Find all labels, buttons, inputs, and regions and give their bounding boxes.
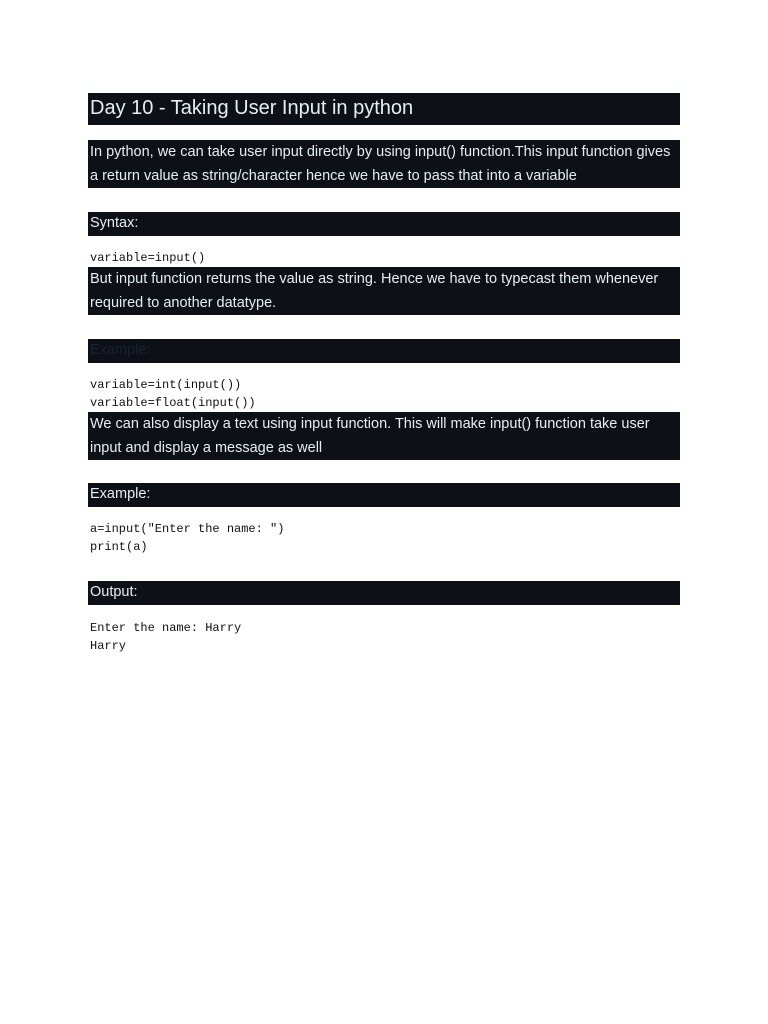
code-line: variable=int(input())	[90, 378, 242, 392]
example-code-block-2	[88, 520, 680, 556]
output-code-block	[88, 619, 680, 655]
document-page	[88, 93, 680, 655]
example-heading-2: Example:	[88, 483, 680, 507]
display-paragraph: We can also display a text using input function. This will make input() function take user input and display a message as well	[88, 412, 680, 460]
code-line: print(a)	[90, 540, 148, 554]
syntax-code-block	[88, 249, 680, 267]
code-line: Harry	[90, 639, 127, 653]
code-line: variable=input()	[90, 251, 206, 265]
example-heading-1: Example:	[88, 339, 680, 363]
page-title: Day 10 - Taking User Input in python	[88, 93, 680, 125]
typecast-paragraph: But input function returns the value as string. Hence we have to typecast them whenever required to another datatype.	[88, 267, 680, 315]
code-line: Enter the name: Harry	[90, 621, 242, 635]
code-line: variable=float(input())	[90, 396, 256, 410]
syntax-heading: Syntax:	[88, 212, 680, 236]
example-code-block-1	[88, 376, 680, 412]
output-heading: Output:	[88, 581, 680, 605]
intro-paragraph: In python, we can take user input directly by using input() function.This input function gives a return value as string/character hence we have to pass that into a variable	[88, 140, 680, 188]
code-line: a=input("Enter the name: ")	[90, 522, 285, 536]
